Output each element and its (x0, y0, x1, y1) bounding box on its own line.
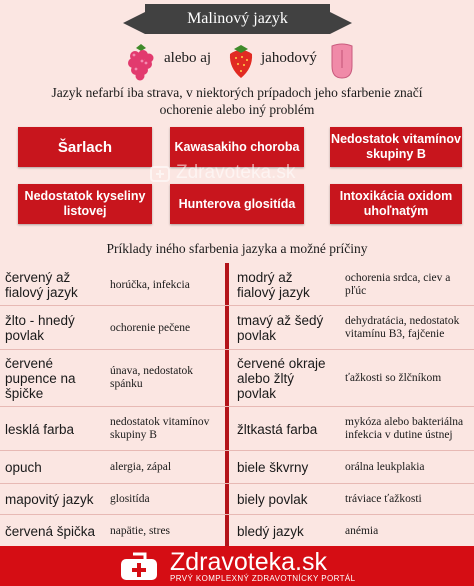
cause-cell: orálna leukplakia (345, 460, 425, 473)
color-cell: červený až fialový jazyk (5, 270, 78, 300)
cause-box: Intoxikácia oxidom uhoľnatým (330, 184, 462, 224)
color-cell: modrý až fialový jazyk (237, 270, 310, 300)
tongue-icon (330, 42, 354, 80)
examples-subtitle: Príklady iného sfarbenia jazyka a možné príčiny (106, 241, 368, 256)
color-cell: tmavý až šedý povlak (237, 313, 324, 343)
raspberry-icon (126, 42, 156, 82)
also-label: alebo aj (164, 50, 212, 66)
cause-cell: alergia, zápal (110, 460, 172, 473)
color-cell: biele škvrny (237, 459, 309, 475)
color-cell: žltkastá farba (237, 421, 318, 437)
cause-cell: mykóza alebo bakteriálna infekcia v dutine ústnej (345, 416, 464, 441)
cause-box: Nedostatok vitamínov skupiny B (330, 127, 462, 167)
color-cell: červená špička (5, 523, 96, 539)
row-separator (0, 349, 474, 350)
footer-bar (0, 546, 474, 586)
medical-kit-icon (118, 550, 160, 582)
cause-cell: ťažkosti so žlčníkom (345, 371, 442, 384)
row-separator (0, 305, 474, 306)
row-separator (0, 406, 474, 407)
watermark-text: Zdravoteka.sk (176, 162, 296, 183)
color-cell: opuch (5, 459, 42, 475)
medical-kit-icon (150, 163, 170, 183)
color-cell: červené okraje alebo žltý povlak (237, 355, 326, 401)
watermark (150, 158, 330, 188)
cause-cell: ochorenie pečene (110, 321, 191, 334)
strawberry-icon (226, 42, 256, 80)
tongue-names-row (0, 42, 474, 82)
row-separator (0, 483, 474, 484)
color-cell: žlto - hnedý povlak (5, 313, 75, 343)
title-banner (145, 4, 330, 34)
cause-cell: anémia (345, 524, 379, 537)
color-cell: biely povlak (237, 491, 308, 507)
strawberry-label: jahodový (261, 50, 317, 66)
cause-cell: nedostatok vitamínov skupiny B (110, 416, 210, 441)
cause-box: Šarlach (18, 127, 152, 167)
cause-cell: horúčka, infekcia (110, 278, 190, 291)
cause-box: Hunterova glositída (170, 184, 304, 224)
cause-cell: dehydratácia, nedostatok vitamínu B3, fajčenie (345, 315, 460, 340)
footer-brand[interactable]: Zdravoteka.sk (170, 548, 328, 576)
row-separator (0, 514, 474, 515)
cause-box: Nedostatok kyseliny listovej (18, 184, 152, 224)
cause-cell: tráviace ťažkosti (345, 492, 422, 505)
color-cell: bledý jazyk (237, 523, 304, 539)
row-separator (0, 450, 474, 451)
intro-text: Jazyk nefarbí iba strava, v niektorých prípadoch jeho sfarbenie značí ochorenie alebo iný problém (51, 85, 423, 117)
cause-cell: napätie, stres (110, 524, 171, 537)
cause-box: Kawasakiho choroba (170, 127, 304, 167)
cause-cell: glositída (110, 492, 150, 505)
page-title: Malinový jazyk (187, 10, 288, 27)
color-cell: červené pupence na špičke (5, 355, 76, 401)
cause-cell: únava, nedostatok spánku (110, 365, 194, 390)
color-cell: mapovitý jazyk (5, 491, 94, 507)
color-cell: lesklá farba (5, 421, 75, 437)
cause-cell: ochorenia srdca, ciev a pľúc (345, 272, 451, 297)
footer-tagline: PRVÝ KOMPLEXNÝ ZDRAVOTNÍCKY PORTÁL (170, 574, 356, 583)
